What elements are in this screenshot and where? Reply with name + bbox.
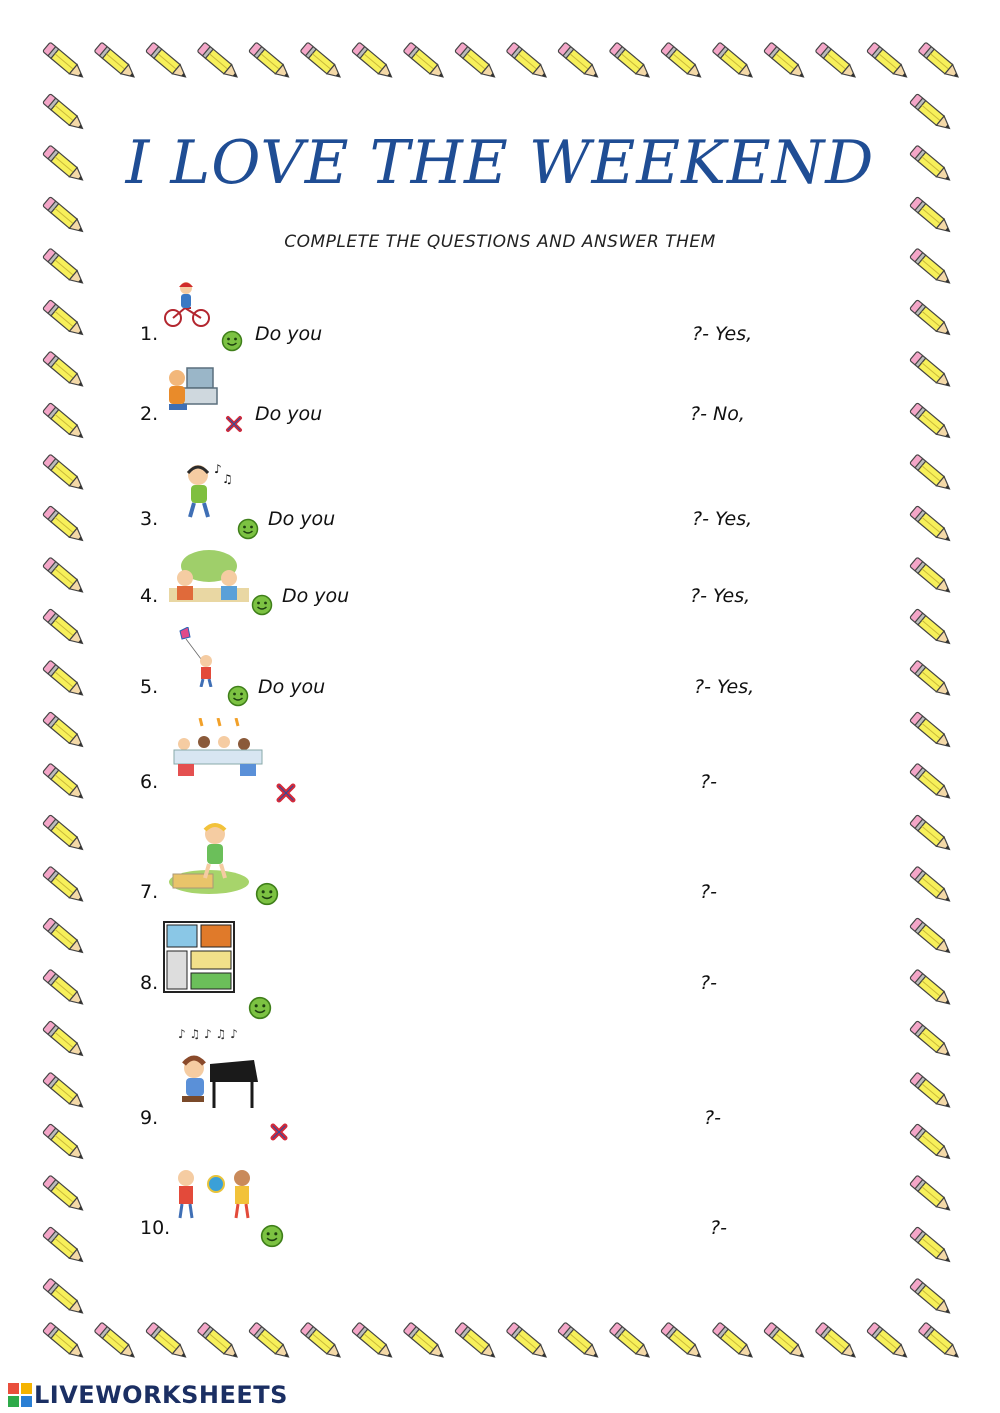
pencil-decoration xyxy=(197,42,241,81)
pencil-decoration xyxy=(815,42,859,81)
question-number: 2. xyxy=(140,403,159,425)
pencil-decoration xyxy=(146,1322,190,1361)
pencil-decoration xyxy=(910,763,954,802)
comic-book-picture xyxy=(163,921,235,993)
boy-flying-kite-picture xyxy=(174,627,224,687)
question-row xyxy=(0,403,1000,425)
pencil-decoration xyxy=(43,660,87,699)
pencil-decoration xyxy=(910,1021,954,1060)
child-riding-bike-picture xyxy=(163,278,211,328)
question-row xyxy=(0,972,1000,994)
pencil-decoration xyxy=(910,815,954,854)
pencil-decoration xyxy=(910,454,954,493)
pencil-decoration xyxy=(506,1322,550,1361)
pencil-decoration xyxy=(918,1322,962,1361)
pencil-decoration xyxy=(910,506,954,545)
pencil-decoration xyxy=(661,1322,705,1361)
pencil-decoration xyxy=(910,609,954,648)
pencil-decoration xyxy=(249,1322,293,1361)
question-number: 8. xyxy=(140,972,159,994)
family-picnic-picture xyxy=(163,548,253,606)
pencil-decoration xyxy=(197,1322,241,1361)
pencil-decoration xyxy=(712,1322,756,1361)
answer-prompt: ?- Yes, xyxy=(692,323,753,345)
pencil-decoration xyxy=(43,866,87,905)
pencil-decoration xyxy=(43,712,87,751)
answer-prompt: ?- No, xyxy=(690,403,745,425)
pencil-decoration xyxy=(455,42,499,81)
smiley-icon xyxy=(248,996,272,1020)
question-number: 4. xyxy=(140,585,159,607)
pencil-decoration xyxy=(249,42,293,81)
pencil-decoration xyxy=(43,609,87,648)
girl-playing-piano-picture xyxy=(170,1024,262,1122)
liveworksheets-logo xyxy=(8,1382,288,1408)
pencil-decoration xyxy=(910,1124,954,1163)
pencil-decoration xyxy=(300,42,344,81)
question-number: 6. xyxy=(140,771,159,793)
smiley-icon xyxy=(221,330,243,352)
question-prompt: Do you xyxy=(268,508,336,530)
pencil-decoration xyxy=(910,918,954,957)
pencil-decoration xyxy=(661,42,705,81)
cross-icon xyxy=(274,781,298,805)
liveworksheets-logo-icon xyxy=(8,1383,32,1407)
question-row xyxy=(0,1027,1000,1129)
smiley-icon xyxy=(255,882,279,906)
pencil-decoration xyxy=(43,1278,87,1317)
instructions: COMPLETE THE QUESTIONS AND ANSWER THEM xyxy=(284,232,716,252)
birthday-party-picture xyxy=(170,718,266,782)
pencil-decoration xyxy=(43,1021,87,1060)
pencil-decoration xyxy=(43,1072,87,1111)
pencil-decoration xyxy=(94,1322,138,1361)
question-prompt: Do you xyxy=(255,403,323,425)
question-row xyxy=(0,462,1000,530)
pencil-decoration xyxy=(43,1175,87,1214)
pencil-decoration xyxy=(910,866,954,905)
answer-prompt: ?- xyxy=(700,972,717,994)
pencil-decoration xyxy=(867,42,911,81)
pencil-decoration xyxy=(43,1124,87,1163)
pencil-decoration xyxy=(403,1322,447,1361)
girl-playing-game-picture xyxy=(165,820,249,896)
pencil-decoration xyxy=(352,42,396,81)
question-prompt: Do you xyxy=(282,585,350,607)
pencil-decoration xyxy=(94,42,138,81)
pencil-decoration xyxy=(43,918,87,957)
pencil-decoration xyxy=(43,42,87,81)
pencil-decoration xyxy=(910,300,954,339)
question-row xyxy=(0,881,1000,903)
pencil-decoration xyxy=(609,1322,653,1361)
pencil-decoration xyxy=(910,969,954,1008)
smiley-icon xyxy=(260,1224,284,1248)
pencil-decoration xyxy=(43,197,87,236)
question-number: 10. xyxy=(140,1217,171,1239)
pencil-decoration xyxy=(43,300,87,339)
answer-prompt: ?- Yes, xyxy=(694,676,755,698)
pencil-decoration xyxy=(609,42,653,81)
boy-listening-to-music-picture xyxy=(176,459,234,521)
smiley-icon xyxy=(251,594,273,616)
pencil-decoration xyxy=(764,42,808,81)
answer-prompt: ?- Yes, xyxy=(690,585,751,607)
pencil-decoration xyxy=(558,42,602,81)
question-row xyxy=(0,676,1000,698)
pencil-decoration xyxy=(43,351,87,390)
svg-text:♪: ♪ xyxy=(214,462,222,476)
answer-prompt: ?- xyxy=(700,881,717,903)
pencil-decoration xyxy=(43,969,87,1008)
pencil-decoration xyxy=(815,1322,859,1361)
pencil-decoration xyxy=(867,1322,911,1361)
pencil-decoration xyxy=(352,1322,396,1361)
question-number: 1. xyxy=(140,323,159,345)
pencil-decoration xyxy=(43,1322,87,1361)
question-number: 7. xyxy=(140,881,159,903)
question-row xyxy=(0,323,1000,345)
cross-icon xyxy=(268,1121,290,1143)
pencil-decoration xyxy=(910,1175,954,1214)
pencil-decoration xyxy=(146,42,190,81)
svg-text:♪ ♫ ♪ ♫ ♪: ♪ ♫ ♪ ♫ ♪ xyxy=(178,1027,238,1041)
pencil-decoration xyxy=(43,454,87,493)
footer-brand: LIVEWORKSHEETS xyxy=(34,1381,288,1409)
question-row xyxy=(0,585,1000,607)
pencil-decoration xyxy=(910,403,954,442)
pencil-decoration xyxy=(506,42,550,81)
question-number: 5. xyxy=(140,676,159,698)
pencil-decoration xyxy=(910,1227,954,1266)
pencil-decoration xyxy=(43,1227,87,1266)
pencil-decoration xyxy=(43,763,87,802)
pencil-decoration xyxy=(43,403,87,442)
pencil-decoration xyxy=(43,815,87,854)
pencil-decoration xyxy=(910,197,954,236)
answer-prompt: ?- xyxy=(704,1107,721,1129)
pencil-decoration xyxy=(918,42,962,81)
child-at-computer-picture xyxy=(163,362,219,424)
pencil-decoration xyxy=(558,1322,602,1361)
question-prompt: Do you xyxy=(258,676,326,698)
worksheet-title: I LOVE THE WEEKEND xyxy=(125,128,875,198)
pencil-decoration xyxy=(910,712,954,751)
cross-icon xyxy=(224,414,244,434)
pencil-decoration xyxy=(300,1322,344,1361)
pencil-decoration xyxy=(455,1322,499,1361)
pencil-decoration xyxy=(910,351,954,390)
pencil-decoration xyxy=(712,42,756,81)
question-number: 9. xyxy=(140,1107,159,1129)
pencil-decoration xyxy=(764,1322,808,1361)
pencil-decoration xyxy=(910,557,954,596)
pencil-decoration xyxy=(43,248,87,287)
question-prompt: Do you xyxy=(255,323,323,345)
svg-text:♫: ♫ xyxy=(222,472,233,486)
question-row xyxy=(0,1217,1000,1239)
pencil-decoration xyxy=(403,42,447,81)
question-number: 3. xyxy=(140,508,159,530)
answer-prompt: ?- Yes, xyxy=(692,508,753,530)
pencil-decoration xyxy=(910,1278,954,1317)
smiley-icon xyxy=(237,518,259,540)
answer-prompt: ?- xyxy=(710,1217,727,1239)
pencil-decoration xyxy=(910,660,954,699)
answer-prompt: ?- xyxy=(700,771,717,793)
pencil-decoration xyxy=(910,1072,954,1111)
pencil-decoration xyxy=(910,248,954,287)
pencil-decoration xyxy=(43,506,87,545)
smiley-icon xyxy=(227,685,249,707)
pencil-decoration xyxy=(43,557,87,596)
kids-playing-ball-picture xyxy=(170,1162,262,1228)
question-row xyxy=(0,771,1000,793)
